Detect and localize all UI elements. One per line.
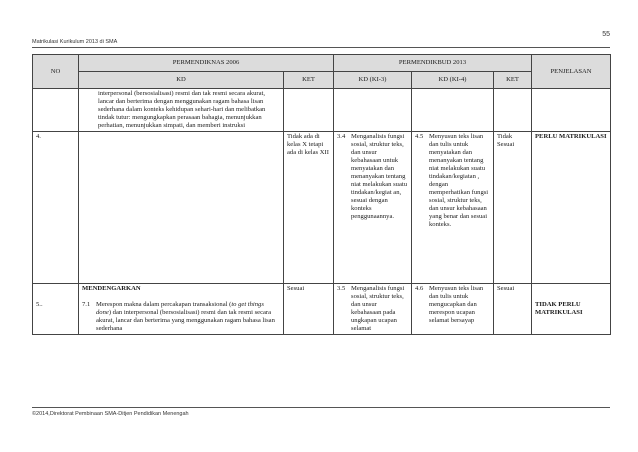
cell-ki3 <box>334 132 412 284</box>
ki3-number: 3.5 <box>337 285 346 292</box>
cell-ket2: Tidak Sesuai <box>494 132 532 284</box>
cell-no <box>33 89 79 132</box>
cell-ki4 <box>412 132 494 284</box>
cell-penjelasan <box>532 89 611 132</box>
cell-ki3 <box>334 284 412 335</box>
cell-penjelasan: PERLU MATRIKULASI <box>532 132 611 284</box>
ki3-text: Menganalisis fungsi sosial, struktur teks, dan unsur kebahasaan pada ungkapan ucapan selamat <box>351 285 405 332</box>
cell-kd <box>79 284 284 335</box>
col-header-kd: KD <box>79 72 284 89</box>
cell-ket <box>284 89 334 132</box>
header-row-2 <box>33 72 611 89</box>
cell-ket: Tidak ada di kelas X tetapi ada di kelas XII <box>284 132 334 284</box>
table-row-continued <box>33 89 611 132</box>
ki3-number: 3.4 <box>337 133 346 140</box>
table-row-5 <box>33 284 611 335</box>
cell-ket: Sesuai <box>284 284 334 335</box>
col-header-no: NO <box>33 55 79 89</box>
col-header-ket2: KET <box>494 72 532 89</box>
ki4-text: Menyusun teks lisan dan tulis untuk menyatakan dan menanyakan tentang niat melakukan suatu tindakan/kegiatan , dengan memperhatikan fungsi sosial, struktur teks, dan unsur kebahasaan yang benar dan sesuai konteks. <box>429 133 489 228</box>
cell-ki3 <box>334 89 412 132</box>
col-header-kd-ki4: KD (KI-4) <box>412 72 494 89</box>
col-header-permendiknas: PERMENDIKNAS 2006 <box>79 55 334 72</box>
col-header-ket: KET <box>284 72 334 89</box>
kd-text: Merespon makna dalam percakapan transaksional (to get things done) dan interpersonal (bersosialisasi) resmi dan tak resmi secara akurat, lancar dan berterima yang menggunakan ragam bahasa lisan sederhana <box>96 301 275 332</box>
cell-kd <box>79 89 284 132</box>
header-row-1 <box>33 55 611 72</box>
table-row-4 <box>33 132 611 284</box>
footer-rule <box>32 407 610 408</box>
cell-penjelasan: TIDAK PERLU MATRIKULASI <box>532 284 611 335</box>
page-number: 55 <box>602 31 610 38</box>
cell-ket2 <box>494 89 532 132</box>
cell-ki4 <box>412 284 494 335</box>
header-rule <box>32 47 610 48</box>
cell-no <box>33 284 79 335</box>
cell-kd <box>79 132 284 284</box>
running-footer: ©2014,Direktorat Pembinaan SMA-Ditjen Pendidikan Menengah <box>32 411 189 417</box>
ki4-number: 4.5 <box>415 133 424 140</box>
ki3-text: Menganalisis fungsi sosial, struktur teks, dan unsur kebahasaan untuk menyatakan dan menanyakan tentang niat melakukan suatu tindakan/kegiat an, sesuai dengan konteks penggunaannya. <box>351 133 408 220</box>
ki4-text: Menyusun teks lisan dan tulis untuk mengucapkan dan merespon ucapan selamat bersayap <box>429 285 484 324</box>
cell-ket2: Sesuai <box>494 284 532 335</box>
comparison-table <box>32 54 611 335</box>
col-header-kd-ki3: KD (KI-3) <box>334 72 412 89</box>
kd-text: interpersonal (bersosialisasi) resmi dan tak resmi secara akurat, lancar dan berterima dengan menggunakan ragam bahasa lisan sederhana dalam konteks kehidupan sehari-hari dan melibatkan tindak tutur: mengungkapkan perasaan bahagia, menunjukkan perhatian, menunjukkan simpati, dan memberi instruksi <box>98 90 266 129</box>
cell-ki4 <box>412 89 494 132</box>
section-heading: MENDENGARKAN <box>82 285 141 292</box>
col-header-permendikbud: PERMENDIKBUD 2013 <box>334 55 532 72</box>
cell-no: 4. <box>33 132 79 284</box>
kd-number: 7.1 <box>82 301 91 308</box>
ki4-number: 4.6 <box>415 285 424 292</box>
row-number: 5.. <box>36 301 43 308</box>
col-header-penjelasan: PENJELASAN <box>532 55 611 89</box>
running-header: Matrikulasi Kurikulum 2013 di SMA <box>32 39 118 45</box>
